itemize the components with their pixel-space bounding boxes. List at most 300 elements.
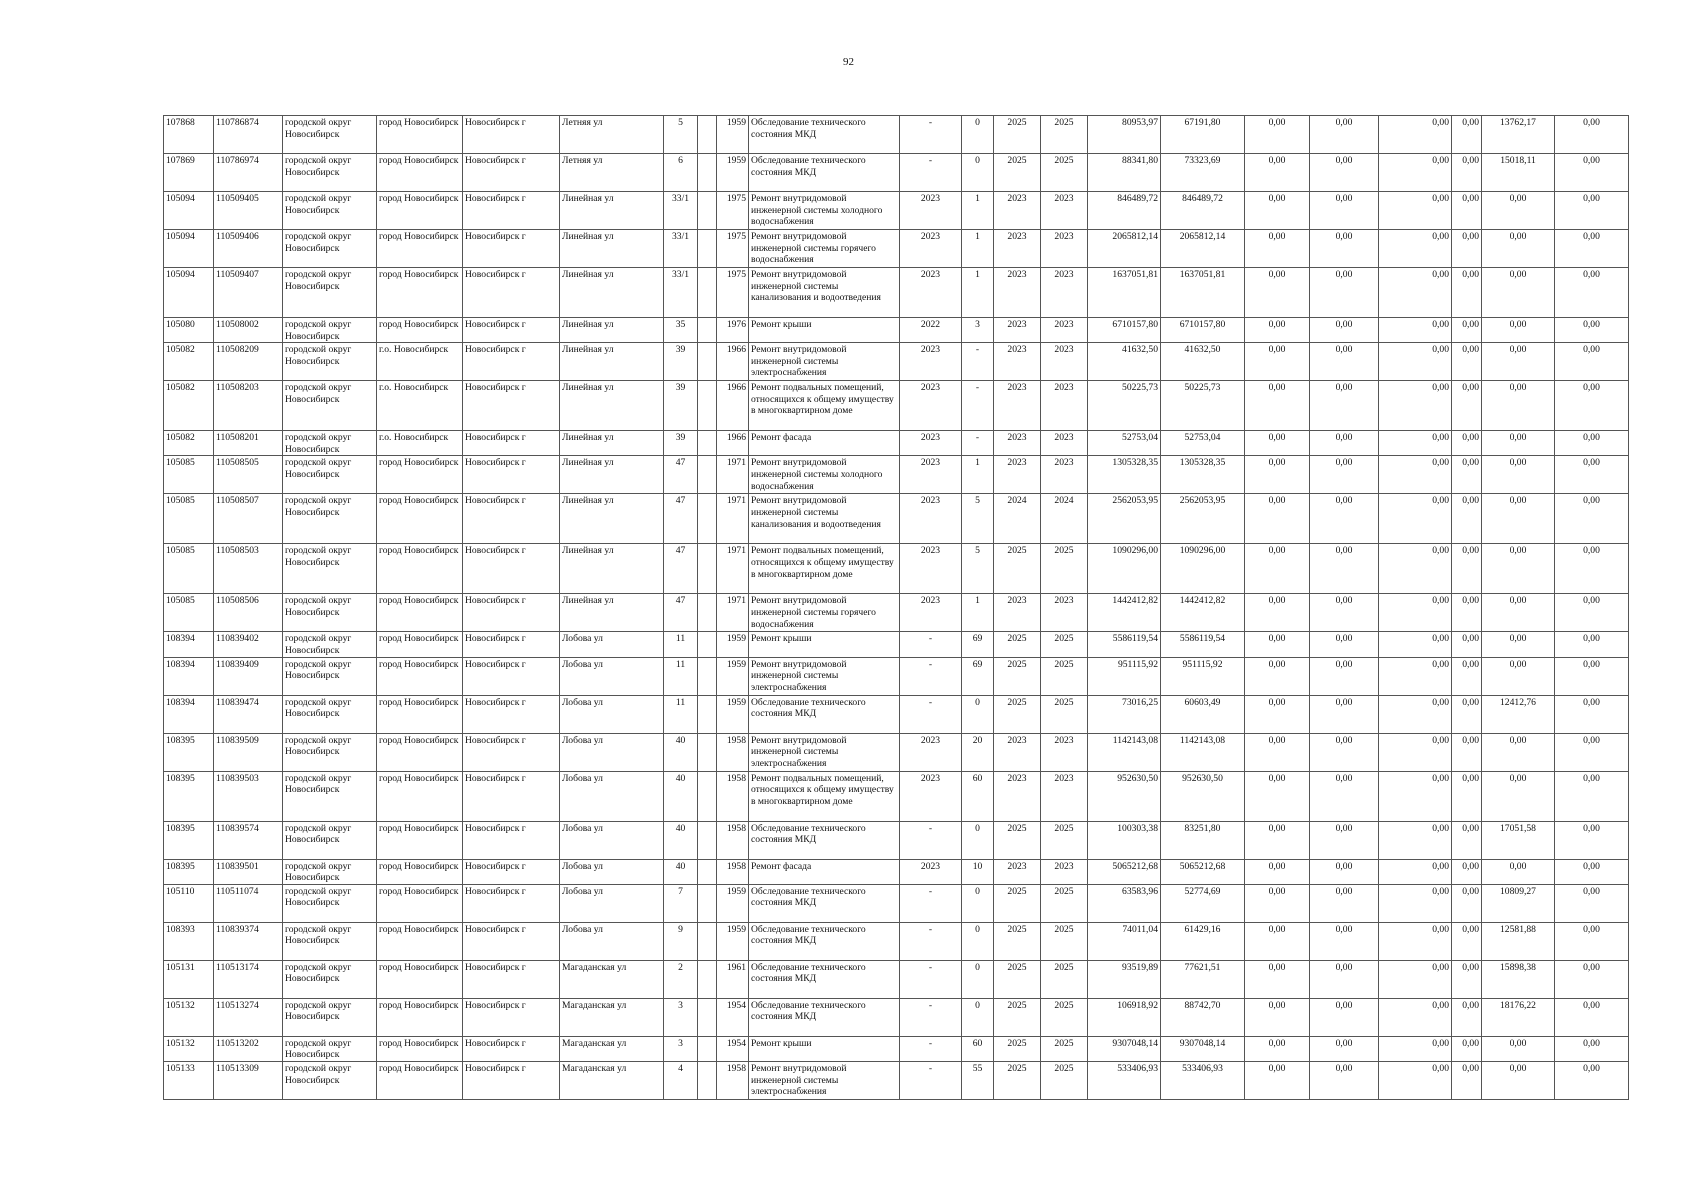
end-year-cell: 2025 (1041, 1036, 1088, 1061)
planned-year-cell: - (900, 657, 962, 695)
total-cost-cell: 1090296,00 (1088, 544, 1161, 594)
reserve-funds-cell: 0,00 (1555, 594, 1629, 632)
house-number-cell: 39 (664, 431, 698, 456)
other-funds-cell: 0,00 (1452, 1036, 1482, 1061)
local-funds-cell: 0,00 (1379, 192, 1452, 230)
reserve-funds-cell: 0,00 (1555, 859, 1629, 884)
table-row (164, 154, 1629, 192)
other-funds-cell: 0,00 (1452, 544, 1482, 594)
owner-funds-cell: 0,00 (1482, 456, 1555, 494)
wear-percent-cell: 5 (962, 494, 994, 544)
planned-year-cell: 2023 (900, 230, 962, 268)
building-cell (698, 456, 717, 494)
federal-funds-cell: 0,00 (1245, 695, 1310, 733)
local-funds-cell: 0,00 (1379, 456, 1452, 494)
house-number-cell: 47 (664, 494, 698, 544)
municipality-cell: городской округ Новосибирск (283, 960, 377, 998)
planned-year-cell: - (900, 695, 962, 733)
end-year-cell: 2023 (1041, 192, 1088, 230)
settlement-cell: город Новосибирск (377, 192, 463, 230)
work-type-cell: Ремонт внутридомовой инженерной системы горячего водоснабжения (749, 594, 900, 632)
total-cost-cell: 80953,97 (1088, 116, 1161, 154)
reserve-funds-cell: 0,00 (1555, 695, 1629, 733)
start-year-cell: 2023 (994, 230, 1041, 268)
total-cost-cell: 846489,72 (1088, 192, 1161, 230)
wear-percent-cell: 1 (962, 230, 994, 268)
build-year-cell: 1975 (717, 192, 749, 230)
building-cell (698, 431, 717, 456)
work-type-cell: Ремонт внутридомовой инженерной системы электроснабжения (749, 733, 900, 771)
reserve-funds-cell: 0,00 (1555, 657, 1629, 695)
start-year-cell: 2023 (994, 192, 1041, 230)
house-id-cell: 105133 (164, 1061, 214, 1099)
table-row (164, 456, 1629, 494)
total-cost-cell: 93519,89 (1088, 960, 1161, 998)
city-cell: Новосибирск г (463, 431, 560, 456)
work-type-cell: Ремонт внутридомовой инженерной системы канализования и водоотведения (749, 268, 900, 318)
local-funds-cell: 0,00 (1379, 544, 1452, 594)
other-funds-cell: 0,00 (1452, 431, 1482, 456)
house-number-cell: 9 (664, 922, 698, 960)
start-year-cell: 2023 (994, 456, 1041, 494)
federal-funds-cell: 0,00 (1245, 116, 1310, 154)
build-year-cell: 1959 (717, 657, 749, 695)
end-year-cell: 2025 (1041, 154, 1088, 192)
start-year-cell: 2025 (994, 657, 1041, 695)
start-year-cell: 2023 (994, 268, 1041, 318)
start-year-cell: 2023 (994, 381, 1041, 431)
regional-funds-cell: 0,00 (1310, 268, 1379, 318)
municipality-cell: городской округ Новосибирск (283, 456, 377, 494)
start-year-cell: 2023 (994, 733, 1041, 771)
end-year-cell: 2023 (1041, 859, 1088, 884)
regional-funds-cell: 0,00 (1310, 431, 1379, 456)
work-id-cell: 110508505 (214, 456, 283, 494)
fund-cost-cell: 951115,92 (1161, 657, 1245, 695)
city-cell: Новосибирск г (463, 381, 560, 431)
build-year-cell: 1966 (717, 381, 749, 431)
work-id-cell: 110839474 (214, 695, 283, 733)
building-cell (698, 192, 717, 230)
house-id-cell: 105085 (164, 456, 214, 494)
build-year-cell: 1958 (717, 859, 749, 884)
municipality-cell: городской округ Новосибирск (283, 381, 377, 431)
regional-funds-cell: 0,00 (1310, 544, 1379, 594)
wear-percent-cell: 0 (962, 998, 994, 1036)
federal-funds-cell: 0,00 (1245, 343, 1310, 381)
street-cell: Линейная ул (560, 544, 664, 594)
capital-repair-registry-table (163, 115, 1629, 1100)
total-cost-cell: 73016,25 (1088, 695, 1161, 733)
reserve-funds-cell: 0,00 (1555, 268, 1629, 318)
city-cell: Новосибирск г (463, 771, 560, 821)
planned-year-cell: - (900, 821, 962, 859)
regional-funds-cell: 0,00 (1310, 960, 1379, 998)
end-year-cell: 2025 (1041, 116, 1088, 154)
regional-funds-cell: 0,00 (1310, 922, 1379, 960)
settlement-cell: город Новосибирск (377, 998, 463, 1036)
owner-funds-cell: 15898,38 (1482, 960, 1555, 998)
local-funds-cell: 0,00 (1379, 632, 1452, 657)
end-year-cell: 2023 (1041, 456, 1088, 494)
city-cell: Новосибирск г (463, 494, 560, 544)
planned-year-cell: 2023 (900, 544, 962, 594)
house-number-cell: 5 (664, 116, 698, 154)
planned-year-cell: 2023 (900, 343, 962, 381)
end-year-cell: 2023 (1041, 268, 1088, 318)
planned-year-cell: 2023 (900, 268, 962, 318)
total-cost-cell: 1305328,35 (1088, 456, 1161, 494)
end-year-cell: 2025 (1041, 960, 1088, 998)
owner-funds-cell: 0,00 (1482, 268, 1555, 318)
wear-percent-cell: 69 (962, 657, 994, 695)
other-funds-cell: 0,00 (1452, 318, 1482, 343)
federal-funds-cell: 0,00 (1245, 771, 1310, 821)
total-cost-cell: 6710157,80 (1088, 318, 1161, 343)
street-cell: Лобова ул (560, 859, 664, 884)
house-id-cell: 105085 (164, 544, 214, 594)
municipality-cell: городской округ Новосибирск (283, 116, 377, 154)
city-cell: Новосибирск г (463, 318, 560, 343)
reserve-funds-cell: 0,00 (1555, 544, 1629, 594)
total-cost-cell: 2065812,14 (1088, 230, 1161, 268)
regional-funds-cell: 0,00 (1310, 494, 1379, 544)
fund-cost-cell: 533406,93 (1161, 1061, 1245, 1099)
building-cell (698, 343, 717, 381)
reserve-funds-cell: 0,00 (1555, 884, 1629, 922)
build-year-cell: 1954 (717, 1036, 749, 1061)
municipality-cell: городской округ Новосибирск (283, 154, 377, 192)
total-cost-cell: 106918,92 (1088, 998, 1161, 1036)
federal-funds-cell: 0,00 (1245, 268, 1310, 318)
city-cell: Новосибирск г (463, 998, 560, 1036)
settlement-cell: город Новосибирск (377, 154, 463, 192)
table-row (164, 998, 1629, 1036)
house-id-cell: 108394 (164, 657, 214, 695)
table-row (164, 1036, 1629, 1061)
build-year-cell: 1958 (717, 821, 749, 859)
city-cell: Новосибирск г (463, 343, 560, 381)
regional-funds-cell: 0,00 (1310, 318, 1379, 343)
fund-cost-cell: 41632,50 (1161, 343, 1245, 381)
work-id-cell: 110508506 (214, 594, 283, 632)
wear-percent-cell: 3 (962, 318, 994, 343)
end-year-cell: 2023 (1041, 431, 1088, 456)
end-year-cell: 2025 (1041, 632, 1088, 657)
start-year-cell: 2025 (994, 1036, 1041, 1061)
reserve-funds-cell: 0,00 (1555, 381, 1629, 431)
other-funds-cell: 0,00 (1452, 268, 1482, 318)
work-type-cell: Ремонт внутридомовой инженерной системы холодного водоснабжения (749, 456, 900, 494)
wear-percent-cell: 0 (962, 884, 994, 922)
federal-funds-cell: 0,00 (1245, 960, 1310, 998)
municipality-cell: городской округ Новосибирск (283, 657, 377, 695)
work-type-cell: Ремонт крыши (749, 318, 900, 343)
start-year-cell: 2023 (994, 431, 1041, 456)
federal-funds-cell: 0,00 (1245, 318, 1310, 343)
regional-funds-cell: 0,00 (1310, 859, 1379, 884)
local-funds-cell: 0,00 (1379, 154, 1452, 192)
total-cost-cell: 50225,73 (1088, 381, 1161, 431)
regional-funds-cell: 0,00 (1310, 192, 1379, 230)
city-cell: Новосибирск г (463, 116, 560, 154)
work-type-cell: Ремонт подвальных помещений, относящихся к общему имуществу в многоквартирном доме (749, 381, 900, 431)
owner-funds-cell: 0,00 (1482, 1061, 1555, 1099)
building-cell (698, 733, 717, 771)
wear-percent-cell: 5 (962, 544, 994, 594)
street-cell: Линейная ул (560, 230, 664, 268)
planned-year-cell: - (900, 922, 962, 960)
table-row (164, 657, 1629, 695)
total-cost-cell: 952630,50 (1088, 771, 1161, 821)
municipality-cell: городской округ Новосибирск (283, 494, 377, 544)
regional-funds-cell: 0,00 (1310, 381, 1379, 431)
federal-funds-cell: 0,00 (1245, 494, 1310, 544)
house-id-cell: 105131 (164, 960, 214, 998)
federal-funds-cell: 0,00 (1245, 821, 1310, 859)
build-year-cell: 1966 (717, 431, 749, 456)
work-id-cell: 110513202 (214, 1036, 283, 1061)
federal-funds-cell: 0,00 (1245, 192, 1310, 230)
building-cell (698, 1061, 717, 1099)
table-row (164, 821, 1629, 859)
owner-funds-cell: 0,00 (1482, 1036, 1555, 1061)
building-cell (698, 884, 717, 922)
building-cell (698, 268, 717, 318)
local-funds-cell: 0,00 (1379, 733, 1452, 771)
other-funds-cell: 0,00 (1452, 733, 1482, 771)
house-id-cell: 105082 (164, 431, 214, 456)
table-row (164, 771, 1629, 821)
wear-percent-cell: - (962, 343, 994, 381)
municipality-cell: городской округ Новосибирск (283, 884, 377, 922)
regional-funds-cell: 0,00 (1310, 733, 1379, 771)
end-year-cell: 2025 (1041, 884, 1088, 922)
work-id-cell: 110508507 (214, 494, 283, 544)
page-number: 92 (843, 56, 854, 68)
municipality-cell: городской округ Новосибирск (283, 922, 377, 960)
local-funds-cell: 0,00 (1379, 695, 1452, 733)
city-cell: Новосибирск г (463, 922, 560, 960)
owner-funds-cell: 0,00 (1482, 859, 1555, 884)
fund-cost-cell: 2562053,95 (1161, 494, 1245, 544)
work-type-cell: Ремонт фасада (749, 859, 900, 884)
fund-cost-cell: 1637051,81 (1161, 268, 1245, 318)
table-row (164, 859, 1629, 884)
municipality-cell: городской округ Новосибирск (283, 1036, 377, 1061)
street-cell: Линейная ул (560, 192, 664, 230)
house-id-cell: 105132 (164, 1036, 214, 1061)
work-id-cell: 110508201 (214, 431, 283, 456)
reserve-funds-cell: 0,00 (1555, 318, 1629, 343)
settlement-cell: город Новосибирск (377, 733, 463, 771)
city-cell: Новосибирск г (463, 695, 560, 733)
table-row (164, 192, 1629, 230)
settlement-cell: город Новосибирск (377, 695, 463, 733)
work-type-cell: Ремонт подвальных помещений, относящихся к общему имуществу в многоквартирном доме (749, 544, 900, 594)
city-cell: Новосибирск г (463, 733, 560, 771)
building-cell (698, 381, 717, 431)
municipality-cell: городской округ Новосибирск (283, 343, 377, 381)
house-number-cell: 40 (664, 771, 698, 821)
end-year-cell: 2023 (1041, 230, 1088, 268)
reserve-funds-cell: 0,00 (1555, 192, 1629, 230)
fund-cost-cell: 952630,50 (1161, 771, 1245, 821)
work-id-cell: 110508002 (214, 318, 283, 343)
owner-funds-cell: 0,00 (1482, 192, 1555, 230)
build-year-cell: 1958 (717, 1061, 749, 1099)
settlement-cell: город Новосибирск (377, 771, 463, 821)
reserve-funds-cell: 0,00 (1555, 922, 1629, 960)
other-funds-cell: 0,00 (1452, 192, 1482, 230)
table-row (164, 318, 1629, 343)
total-cost-cell: 2562053,95 (1088, 494, 1161, 544)
build-year-cell: 1959 (717, 116, 749, 154)
owner-funds-cell: 0,00 (1482, 594, 1555, 632)
federal-funds-cell: 0,00 (1245, 998, 1310, 1036)
fund-cost-cell: 52774,69 (1161, 884, 1245, 922)
start-year-cell: 2025 (994, 544, 1041, 594)
settlement-cell: город Новосибирск (377, 922, 463, 960)
planned-year-cell: 2023 (900, 594, 962, 632)
planned-year-cell: 2022 (900, 318, 962, 343)
owner-funds-cell: 0,00 (1482, 632, 1555, 657)
fund-cost-cell: 1442412,82 (1161, 594, 1245, 632)
other-funds-cell: 0,00 (1452, 884, 1482, 922)
work-type-cell: Обследование технического состояния МКД (749, 154, 900, 192)
owner-funds-cell: 17051,58 (1482, 821, 1555, 859)
street-cell: Линейная ул (560, 494, 664, 544)
street-cell: Лобова ул (560, 657, 664, 695)
work-type-cell: Ремонт внутридомовой инженерной системы электроснабжения (749, 1061, 900, 1099)
work-id-cell: 110513309 (214, 1061, 283, 1099)
reserve-funds-cell: 0,00 (1555, 154, 1629, 192)
municipality-cell: городской округ Новосибирск (283, 695, 377, 733)
planned-year-cell: 2023 (900, 192, 962, 230)
house-number-cell: 11 (664, 695, 698, 733)
building-cell (698, 1036, 717, 1061)
settlement-cell: город Новосибирск (377, 494, 463, 544)
fund-cost-cell: 846489,72 (1161, 192, 1245, 230)
other-funds-cell: 0,00 (1452, 343, 1482, 381)
planned-year-cell: - (900, 960, 962, 998)
house-number-cell: 47 (664, 544, 698, 594)
municipality-cell: городской округ Новосибирск (283, 1061, 377, 1099)
wear-percent-cell: 60 (962, 1036, 994, 1061)
start-year-cell: 2025 (994, 922, 1041, 960)
house-id-cell: 105085 (164, 494, 214, 544)
table-row (164, 116, 1629, 154)
build-year-cell: 1975 (717, 230, 749, 268)
federal-funds-cell: 0,00 (1245, 456, 1310, 494)
end-year-cell: 2025 (1041, 657, 1088, 695)
work-type-cell: Обследование технического состояния МКД (749, 922, 900, 960)
work-id-cell: 110508503 (214, 544, 283, 594)
house-number-cell: 35 (664, 318, 698, 343)
owner-funds-cell: 0,00 (1482, 494, 1555, 544)
work-id-cell: 110839509 (214, 733, 283, 771)
total-cost-cell: 5065212,68 (1088, 859, 1161, 884)
street-cell: Магаданская ул (560, 1036, 664, 1061)
regional-funds-cell: 0,00 (1310, 230, 1379, 268)
owner-funds-cell: 10809,27 (1482, 884, 1555, 922)
city-cell: Новосибирск г (463, 268, 560, 318)
house-number-cell: 39 (664, 381, 698, 431)
table-row (164, 494, 1629, 544)
table-row (164, 431, 1629, 456)
house-id-cell: 108395 (164, 859, 214, 884)
settlement-cell: город Новосибирск (377, 1036, 463, 1061)
other-funds-cell: 0,00 (1452, 657, 1482, 695)
street-cell: Магаданская ул (560, 1061, 664, 1099)
total-cost-cell: 951115,92 (1088, 657, 1161, 695)
table-row (164, 695, 1629, 733)
owner-funds-cell: 0,00 (1482, 771, 1555, 821)
table-row (164, 268, 1629, 318)
local-funds-cell: 0,00 (1379, 960, 1452, 998)
build-year-cell: 1954 (717, 998, 749, 1036)
building-cell (698, 859, 717, 884)
federal-funds-cell: 0,00 (1245, 1061, 1310, 1099)
reserve-funds-cell: 0,00 (1555, 116, 1629, 154)
build-year-cell: 1971 (717, 456, 749, 494)
local-funds-cell: 0,00 (1379, 343, 1452, 381)
settlement-cell: город Новосибирск (377, 268, 463, 318)
municipality-cell: городской округ Новосибирск (283, 859, 377, 884)
federal-funds-cell: 0,00 (1245, 884, 1310, 922)
municipality-cell: городской округ Новосибирск (283, 998, 377, 1036)
municipality-cell: городской округ Новосибирск (283, 431, 377, 456)
build-year-cell: 1958 (717, 733, 749, 771)
work-type-cell: Ремонт внутридомовой инженерной системы горячего водоснабжения (749, 230, 900, 268)
house-number-cell: 40 (664, 821, 698, 859)
settlement-cell: город Новосибирск (377, 960, 463, 998)
street-cell: Лобова ул (560, 632, 664, 657)
other-funds-cell: 0,00 (1452, 456, 1482, 494)
reserve-funds-cell: 0,00 (1555, 632, 1629, 657)
owner-funds-cell: 12581,88 (1482, 922, 1555, 960)
street-cell: Лобова ул (560, 922, 664, 960)
street-cell: Магаданская ул (560, 998, 664, 1036)
end-year-cell: 2025 (1041, 695, 1088, 733)
local-funds-cell: 0,00 (1379, 268, 1452, 318)
building-cell (698, 632, 717, 657)
building-cell (698, 594, 717, 632)
fund-cost-cell: 1142143,08 (1161, 733, 1245, 771)
owner-funds-cell: 0,00 (1482, 544, 1555, 594)
house-id-cell: 107868 (164, 116, 214, 154)
wear-percent-cell: 0 (962, 922, 994, 960)
building-cell (698, 657, 717, 695)
building-cell (698, 544, 717, 594)
reserve-funds-cell: 0,00 (1555, 343, 1629, 381)
other-funds-cell: 0,00 (1452, 594, 1482, 632)
street-cell: Лобова ул (560, 771, 664, 821)
work-id-cell: 110509406 (214, 230, 283, 268)
work-type-cell: Обследование технического состояния МКД (749, 998, 900, 1036)
work-id-cell: 110786974 (214, 154, 283, 192)
regional-funds-cell: 0,00 (1310, 998, 1379, 1036)
planned-year-cell: 2023 (900, 859, 962, 884)
table-row (164, 381, 1629, 431)
house-id-cell: 105110 (164, 884, 214, 922)
work-id-cell: 110508203 (214, 381, 283, 431)
fund-cost-cell: 1090296,00 (1161, 544, 1245, 594)
street-cell: Линейная ул (560, 381, 664, 431)
reserve-funds-cell: 0,00 (1555, 494, 1629, 544)
end-year-cell: 2025 (1041, 821, 1088, 859)
total-cost-cell: 1637051,81 (1088, 268, 1161, 318)
